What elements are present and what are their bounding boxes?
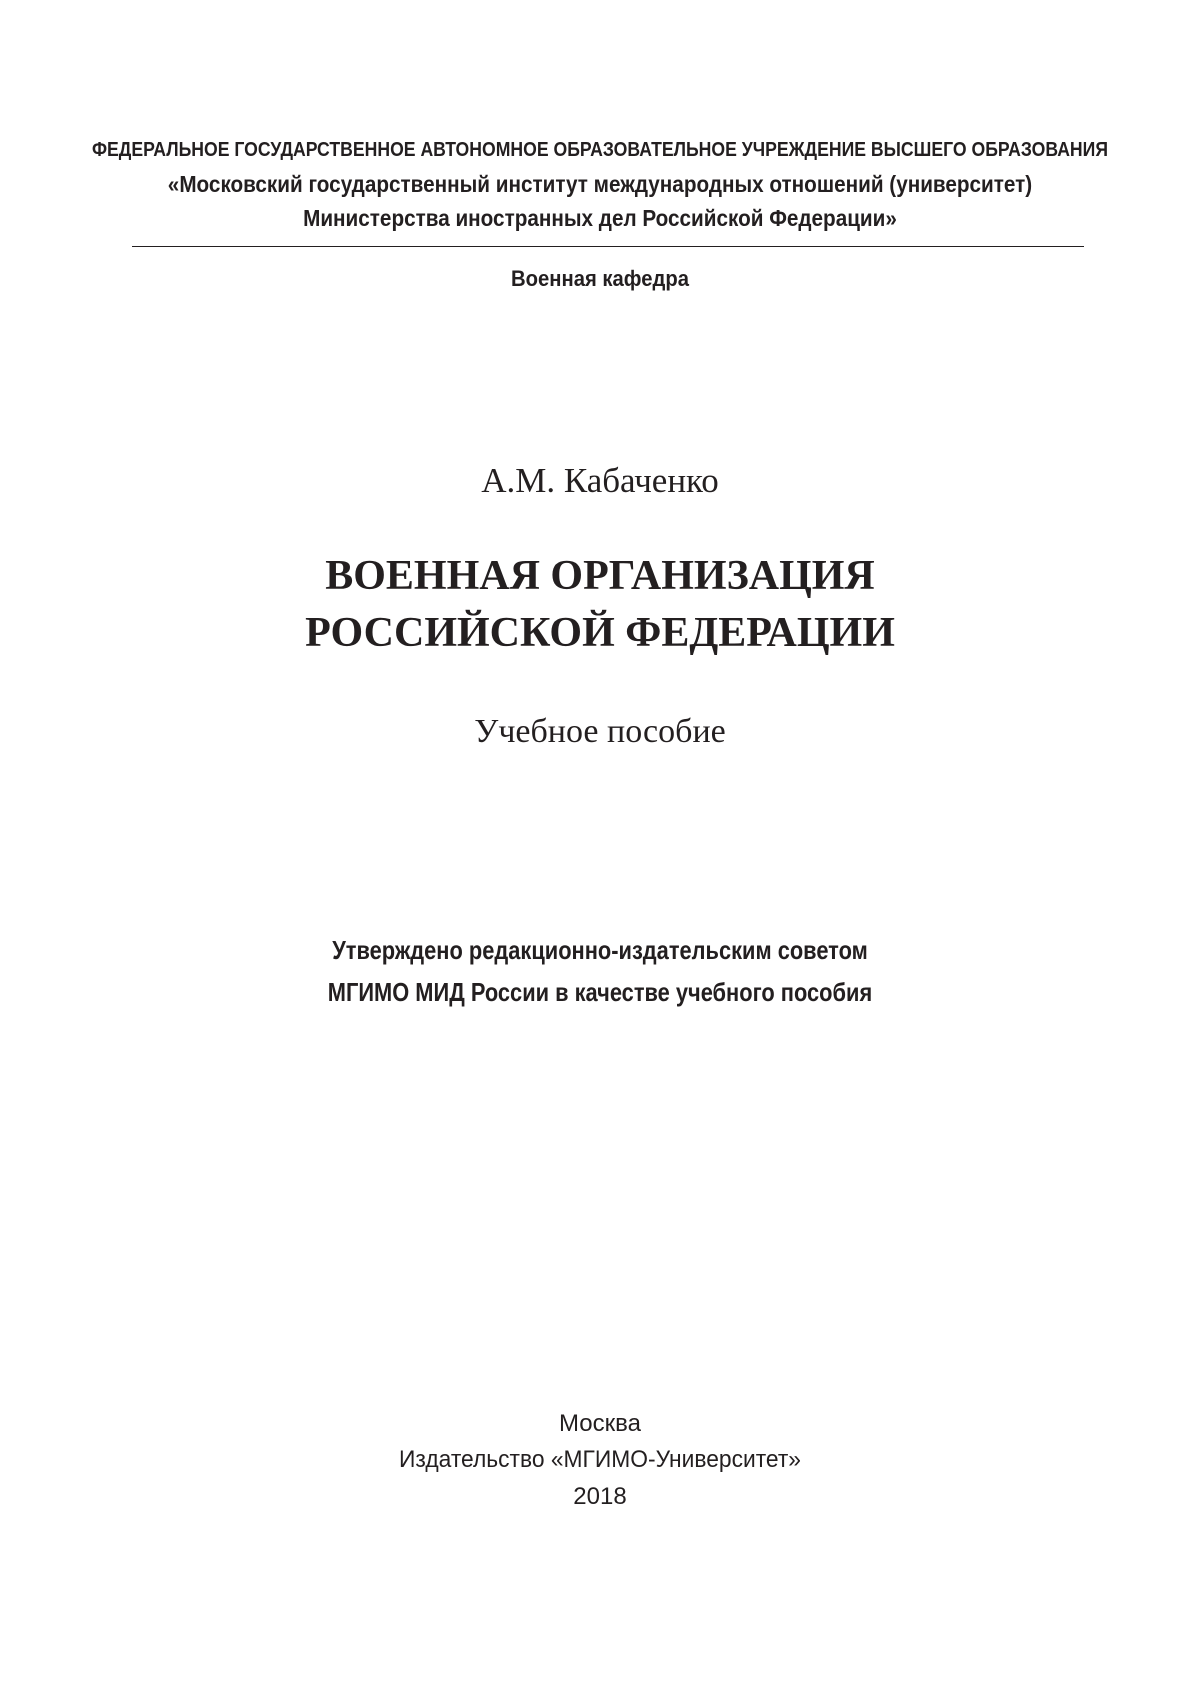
book-subtitle: Учебное пособие xyxy=(474,713,726,750)
book-title-line-2: РОССИЙСКОЙ ФЕДЕРАЦИИ xyxy=(305,610,895,656)
header-divider xyxy=(132,246,1084,247)
publication-city: Москва xyxy=(559,1410,641,1437)
approval-line-2: МГИМО МИД России в качестве учебного пособия xyxy=(327,977,873,1007)
publisher-name: Издательство «МГИМО-Университет» xyxy=(399,1446,801,1473)
organization-line-2: «Московский государственный институт международных отношений (университет) xyxy=(167,171,1033,197)
organization-line-1: ФЕДЕРАЛЬНОЕ ГОСУДАРСТВЕННОЕ АВТОНОМНОЕ ОБРАЗОВАТЕЛЬНОЕ УЧРЕЖДЕНИЕ ВЫСШЕГО ОБРАЗОВАНИЯ xyxy=(91,138,1109,161)
approval-line-1: Утверждено редакционно-издательским советом xyxy=(332,935,868,965)
department-name: Военная кафедра xyxy=(511,266,689,291)
organization-line-3: Министерства иностранных дел Российской Федерации» xyxy=(303,205,897,231)
book-title-line-1: ВОЕННАЯ ОРГАНИЗАЦИЯ xyxy=(325,553,875,599)
publication-year: 2018 xyxy=(573,1483,627,1510)
author-name: А.М. Кабаченко xyxy=(481,461,719,500)
